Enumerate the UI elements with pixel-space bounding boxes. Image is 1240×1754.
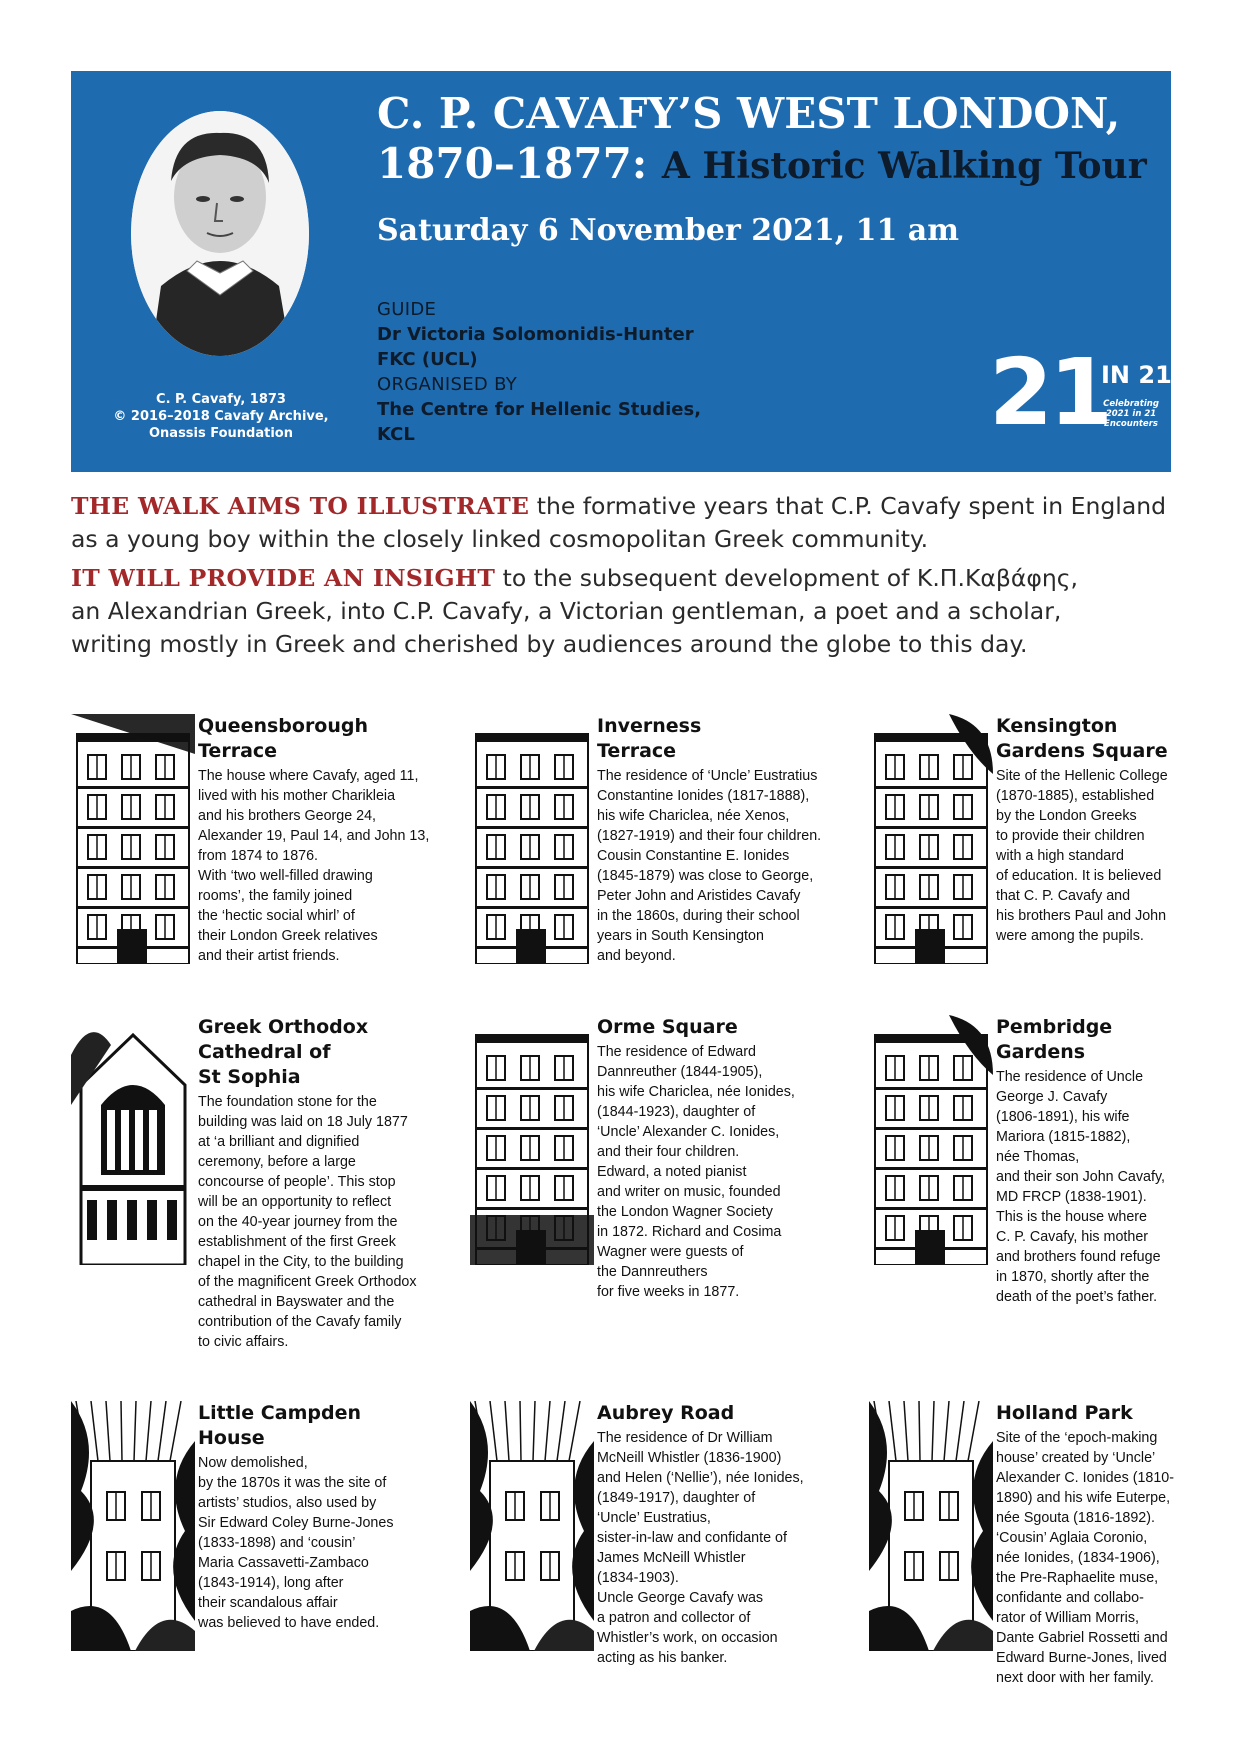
stop-description-line: James McNeill Whistler: [597, 1550, 746, 1566]
stop-description-line: Site of the ‘epoch-making: [996, 1430, 1158, 1446]
title-subtitle: A Historic Walking Tour: [661, 145, 1147, 187]
organiser-name: The Centre for Hellenic Studies,: [377, 399, 702, 420]
stop-description: [597, 766, 850, 966]
stop-description-line: in 1872. Richard and Cosima: [597, 1224, 782, 1240]
stop-description-line: years in South Kensington: [597, 928, 764, 944]
stop-description-line: to provide their children: [996, 828, 1145, 844]
stop-photo: [470, 1401, 594, 1651]
stop-description-line: (1843-1914), long after: [198, 1575, 344, 1591]
organiser-name-2: KCL: [377, 424, 415, 445]
stop-name-line: St Sophia: [198, 1066, 301, 1088]
logo-number: 21: [989, 339, 1110, 446]
stop-name-line: Cathedral of: [198, 1041, 331, 1063]
stop-description-line: establishment of the first Greek: [198, 1234, 396, 1250]
stop-photo: [71, 1015, 195, 1265]
21-in-21-logo: [989, 339, 1172, 463]
stop-photo: [71, 1401, 195, 1651]
stop-description: [996, 1428, 1240, 1688]
stop-description-line: (1806-1891), his wife: [996, 1109, 1130, 1125]
title-years: 1870–1877:: [377, 139, 648, 188]
stop-description: [198, 1453, 451, 1633]
portrait-caption: [111, 391, 331, 442]
intro-line: to the subsequent development of Κ.Π.Καβάφης,: [502, 564, 1078, 592]
stop-description-line: Maria Cassavetti-Zambaco: [198, 1555, 369, 1571]
stop-description-line: by the 1870s it was the site of: [198, 1475, 387, 1491]
stop-description-line: Edward Burne-Jones, lived: [996, 1650, 1167, 1666]
stop-description-line: The house where Cavafy, aged 11,: [198, 768, 419, 784]
stop-description-line: cathedral in Bayswater and the: [198, 1294, 395, 1310]
stop-description-line: Peter John and Aristides Cavafy: [597, 888, 801, 904]
stop-text: [996, 1015, 1240, 1307]
stop-description-line: ‘Uncle’ Eustratius,: [597, 1510, 711, 1526]
stop-description-line: will be an opportunity to reflect: [198, 1194, 392, 1210]
stop-description-line: C. P. Cavafy, his mother: [996, 1229, 1149, 1245]
stop-name: [198, 1401, 451, 1451]
caption-line: © 2016–2018 Cavafy Archive,: [113, 409, 329, 424]
stop-description-line: their scandalous affair: [198, 1595, 338, 1611]
intro-line: the formative years that C.P. Cavafy spent in England: [536, 492, 1167, 520]
intro-line: writing mostly in Greek and cherished by audiences around the globe to this day.: [71, 630, 1028, 658]
stop-description-line: George J. Cavafy: [996, 1089, 1108, 1105]
stop-description-line: ceremony, before a large: [198, 1154, 356, 1170]
stop-description-line: from 1874 to 1876.: [198, 848, 319, 864]
stop-description-line: death of the poet’s father.: [996, 1289, 1158, 1305]
stop-description-line: of education. It is believed: [996, 868, 1162, 884]
stop-description: [198, 1092, 451, 1352]
guide-credentials: FKC (UCL): [377, 349, 478, 370]
event-date: Saturday 6 November 2021, 11 am: [377, 213, 959, 248]
stop-description-line: Edward, a noted pianist: [597, 1164, 747, 1180]
intro-line: an Alexandrian Greek, into C.P. Cavafy, a Victorian gentleman, a poet and a scholar,: [71, 597, 1062, 625]
stop-photo: [869, 714, 993, 964]
stop-description-line: their London Greek relatives: [198, 928, 378, 944]
building-illustration: [470, 1401, 594, 1651]
building-illustration: [470, 1015, 594, 1265]
intro-line: as a young boy within the closely linked cosmopolitan Greek community.: [71, 525, 929, 553]
stop-description-line: née Sgouta (1816-1892).: [996, 1510, 1155, 1526]
stop-photo: [869, 1401, 993, 1651]
stop-description-line: Dannreuther (1844-1905),: [597, 1064, 763, 1080]
stop-name-line: Little Campden: [198, 1402, 361, 1424]
stop-description-line: lived with his mother Charikleia: [198, 788, 396, 804]
organiser-label: ORGANISED BY: [377, 374, 518, 395]
stop-description-line: the Dannreuthers: [597, 1264, 708, 1280]
stop-name: [198, 1015, 451, 1090]
stop-description-line: MD FRCP (1838-1901).: [996, 1189, 1147, 1205]
header-banner: [71, 71, 1171, 472]
stop-description-line: by the London Greeks: [996, 808, 1137, 824]
stop-name-line: Orme Square: [597, 1016, 738, 1038]
stop-description: [198, 766, 451, 966]
logo-tag-line: 2021 in 21: [1105, 409, 1157, 419]
logo-tag-line: Celebrating: [1103, 399, 1159, 409]
building-illustration: [71, 1401, 195, 1651]
stop-description-line: McNeill Whistler (1836-1900): [597, 1450, 782, 1466]
stop-description-line: Mariora (1815-1882),: [996, 1129, 1131, 1145]
stop-photo: [470, 714, 594, 964]
stop-name-line: Kensington: [996, 715, 1118, 737]
stop-description-line: Alexander C. Ionides (1810-: [996, 1470, 1175, 1486]
stop-description-line: for five weeks in 1877.: [597, 1284, 740, 1300]
stop-photo: [470, 1015, 594, 1265]
stop-description-line: Now demolished,: [198, 1455, 308, 1471]
caption-line: Onassis Foundation: [148, 426, 293, 441]
stop-description-line: with a high standard: [996, 848, 1124, 864]
stop-description-line: Wagner were guests of: [597, 1244, 744, 1260]
stop-description-line: contribution of the Cavafy family: [198, 1314, 402, 1330]
stop-description-line: and beyond.: [597, 948, 676, 964]
stop-description-line: 1890) and his wife Euterpe,: [996, 1490, 1171, 1506]
portrait-illustration: [131, 111, 309, 356]
stop-description-line: The residence of Dr William: [597, 1430, 773, 1446]
stop-name: [597, 1015, 850, 1040]
caption-line: C. P. Cavafy, 1873: [156, 392, 286, 407]
stop-description-line: née Thomas,: [996, 1149, 1080, 1165]
portrait-photo: [131, 111, 309, 356]
stop-description-line: in the 1860s, during their school: [597, 908, 800, 924]
logo-tag-line: Encounters: [1104, 419, 1158, 429]
stop-description-line: With ‘two well-filled drawing: [198, 868, 373, 884]
stop-description-line: ‘Cousin’ Aglaia Coronio,: [996, 1530, 1148, 1546]
stop-name-line: Gardens: [996, 1041, 1086, 1063]
stop-description-line: on the 40-year journey from the: [198, 1214, 398, 1230]
stop-description-line: and his brothers George 24,: [198, 808, 377, 824]
stop-text: [198, 714, 451, 966]
stop-description-line: (1870-1885), established: [996, 788, 1155, 804]
stop-name: [597, 1401, 850, 1426]
stop-description-line: and their son John Cavafy,: [996, 1169, 1166, 1185]
stop-description-line: Uncle George Cavafy was: [597, 1590, 764, 1606]
stop-description-line: next door with her family.: [996, 1670, 1154, 1686]
stop-description-line: (1849-1917), daughter of: [597, 1490, 756, 1506]
stop-description-line: (1844-1923), daughter of: [597, 1104, 756, 1120]
stop-description-line: was believed to have ended.: [198, 1615, 380, 1631]
stop-description-line: and Helen (‘Nellie’), née Ionides,: [597, 1470, 804, 1486]
stop-description-line: were among the pupils.: [996, 928, 1144, 944]
stop-name: [597, 714, 850, 764]
stop-description-line: Site of the Hellenic College: [996, 768, 1168, 784]
stop-text: [597, 1015, 850, 1302]
stop-name: [996, 714, 1240, 764]
stop-description-line: rooms’, the family joined: [198, 888, 353, 904]
stop-name: [198, 714, 451, 764]
stop-description-line: concourse of people’. This stop: [198, 1174, 396, 1190]
stop-description-line: and their four children.: [597, 1144, 740, 1160]
stop-description-line: Dante Gabriel Rossetti and: [996, 1630, 1168, 1646]
stop-description-line: of the magnificent Greek Orthodox: [198, 1274, 417, 1290]
logo-tagline: [1101, 399, 1161, 429]
stop-description-line: to civic affairs.: [198, 1334, 289, 1350]
stop-description-line: The residence of Uncle: [996, 1069, 1144, 1085]
building-illustration: [869, 1015, 993, 1265]
stop-text: [597, 1401, 850, 1668]
intro-paragraph-2: [71, 562, 1171, 661]
stop-description: [996, 1067, 1240, 1307]
intro-text: [71, 490, 1171, 667]
stop-description-line: and writer on music, founded: [597, 1184, 781, 1200]
stop-description-line: and their artist friends.: [198, 948, 340, 964]
stop-text: [198, 1401, 451, 1633]
stop-name-line: Greek Orthodox: [198, 1016, 369, 1038]
page-title: [377, 89, 1147, 191]
stop-description-line: Constantine Ionides (1817-1888),: [597, 788, 810, 804]
stop-photo: [71, 714, 195, 964]
stop-name: [996, 1401, 1240, 1426]
stop-name: [996, 1015, 1240, 1065]
stop-name-line: Queensborough: [198, 715, 369, 737]
intro-paragraph-1: [71, 490, 1171, 556]
stop-description-line: Whistler’s work, on occasion: [597, 1630, 778, 1646]
logo-in21: IN 21: [1101, 361, 1172, 389]
stop-description-line: Sir Edward Coley Burne-Jones: [198, 1515, 394, 1531]
stop-description-line: (1827-1919) and their four children.: [597, 828, 822, 844]
stop-text: [996, 1401, 1240, 1688]
stop-description-line: sister-in-law and confidante of: [597, 1530, 787, 1546]
stop-description-line: The residence of Edward: [597, 1044, 756, 1060]
stop-description-line: his brothers Paul and John: [996, 908, 1167, 924]
stop-description-line: at ‘a brilliant and dignified: [198, 1134, 360, 1150]
stop-description-line: the Pre-Raphaelite muse,: [996, 1570, 1159, 1586]
stop-description: [597, 1042, 850, 1302]
stop-photo: [869, 1015, 993, 1265]
stop-description-line: the ‘hectic social whirl’ of: [198, 908, 355, 924]
building-illustration: [869, 714, 993, 964]
stop-description-line: This is the house where: [996, 1209, 1147, 1225]
stop-text: [996, 714, 1240, 946]
building-illustration: [71, 1015, 195, 1265]
stop-description-line: Alexander 19, Paul 14, and John 13,: [198, 828, 430, 844]
stop-description-line: chapel in the City, to the building: [198, 1254, 404, 1270]
stop-description-line: ‘Uncle’ Alexander C. Ionides,: [597, 1124, 780, 1140]
stop-description-line: (1834-1903).: [597, 1570, 679, 1586]
stop-name-line: Terrace: [198, 740, 278, 762]
stop-name-line: Pembridge: [996, 1016, 1113, 1038]
stop-description-line: that C. P. Cavafy and: [996, 888, 1131, 904]
intro-lead-2: IT WILL PROVIDE AN INSIGHT: [71, 564, 496, 592]
building-illustration: [470, 714, 594, 964]
stop-description-line: building was laid on 18 July 1877: [198, 1114, 408, 1130]
stop-description-line: house’ created by ‘Uncle’: [996, 1450, 1156, 1466]
title-line-1: C. P. CAVAFY’S WEST LONDON,: [377, 89, 1121, 138]
stop-description-line: The foundation stone for the: [198, 1094, 377, 1110]
stop-description-line: his wife Chariclea, née Xenos,: [597, 808, 790, 824]
stop-description-line: The residence of ‘Uncle’ Eustratius: [597, 768, 818, 784]
stop-description-line: confidante and collabo-: [996, 1590, 1144, 1606]
stop-name-line: House: [198, 1427, 265, 1449]
stop-description-line: in 1870, shortly after the: [996, 1269, 1150, 1285]
stop-name-line: Holland Park: [996, 1402, 1133, 1424]
stop-description-line: the London Wagner Society: [597, 1204, 773, 1220]
building-illustration: [869, 1401, 993, 1651]
stop-name-line: Gardens Square: [996, 740, 1168, 762]
stop-description-line: Cousin Constantine E. Ionides: [597, 848, 790, 864]
stop-description-line: a patron and collector of: [597, 1610, 751, 1626]
guide-name: Dr Victoria Solomonidis-Hunter: [377, 324, 694, 345]
stop-description-line: acting as his banker.: [597, 1650, 728, 1666]
stop-name-line: Aubrey Road: [597, 1402, 735, 1424]
credits: [377, 297, 797, 447]
stop-description-line: (1833-1898) and ‘cousin’: [198, 1535, 356, 1551]
guide-label: GUIDE: [377, 299, 437, 320]
stop-description-line: (1845-1879) was close to George,: [597, 868, 814, 884]
stop-description: [597, 1428, 850, 1668]
stop-description-line: his wife Chariclea, née Ionides,: [597, 1084, 795, 1100]
stop-description-line: rator of William Morris,: [996, 1610, 1139, 1626]
stop-text: [198, 1015, 451, 1352]
building-illustration: [71, 714, 195, 964]
stop-text: [597, 714, 850, 966]
stop-description-line: artists’ studios, also used by: [198, 1495, 377, 1511]
stop-description-line: née Ionides, (1834-1906),: [996, 1550, 1160, 1566]
stop-description: [996, 766, 1240, 946]
stop-name-line: Inverness: [597, 715, 702, 737]
stop-description-line: and brothers found refuge: [996, 1249, 1161, 1265]
stop-name-line: Terrace: [597, 740, 677, 762]
intro-lead-1: THE WALK AIMS TO ILLUSTRATE: [71, 492, 530, 520]
